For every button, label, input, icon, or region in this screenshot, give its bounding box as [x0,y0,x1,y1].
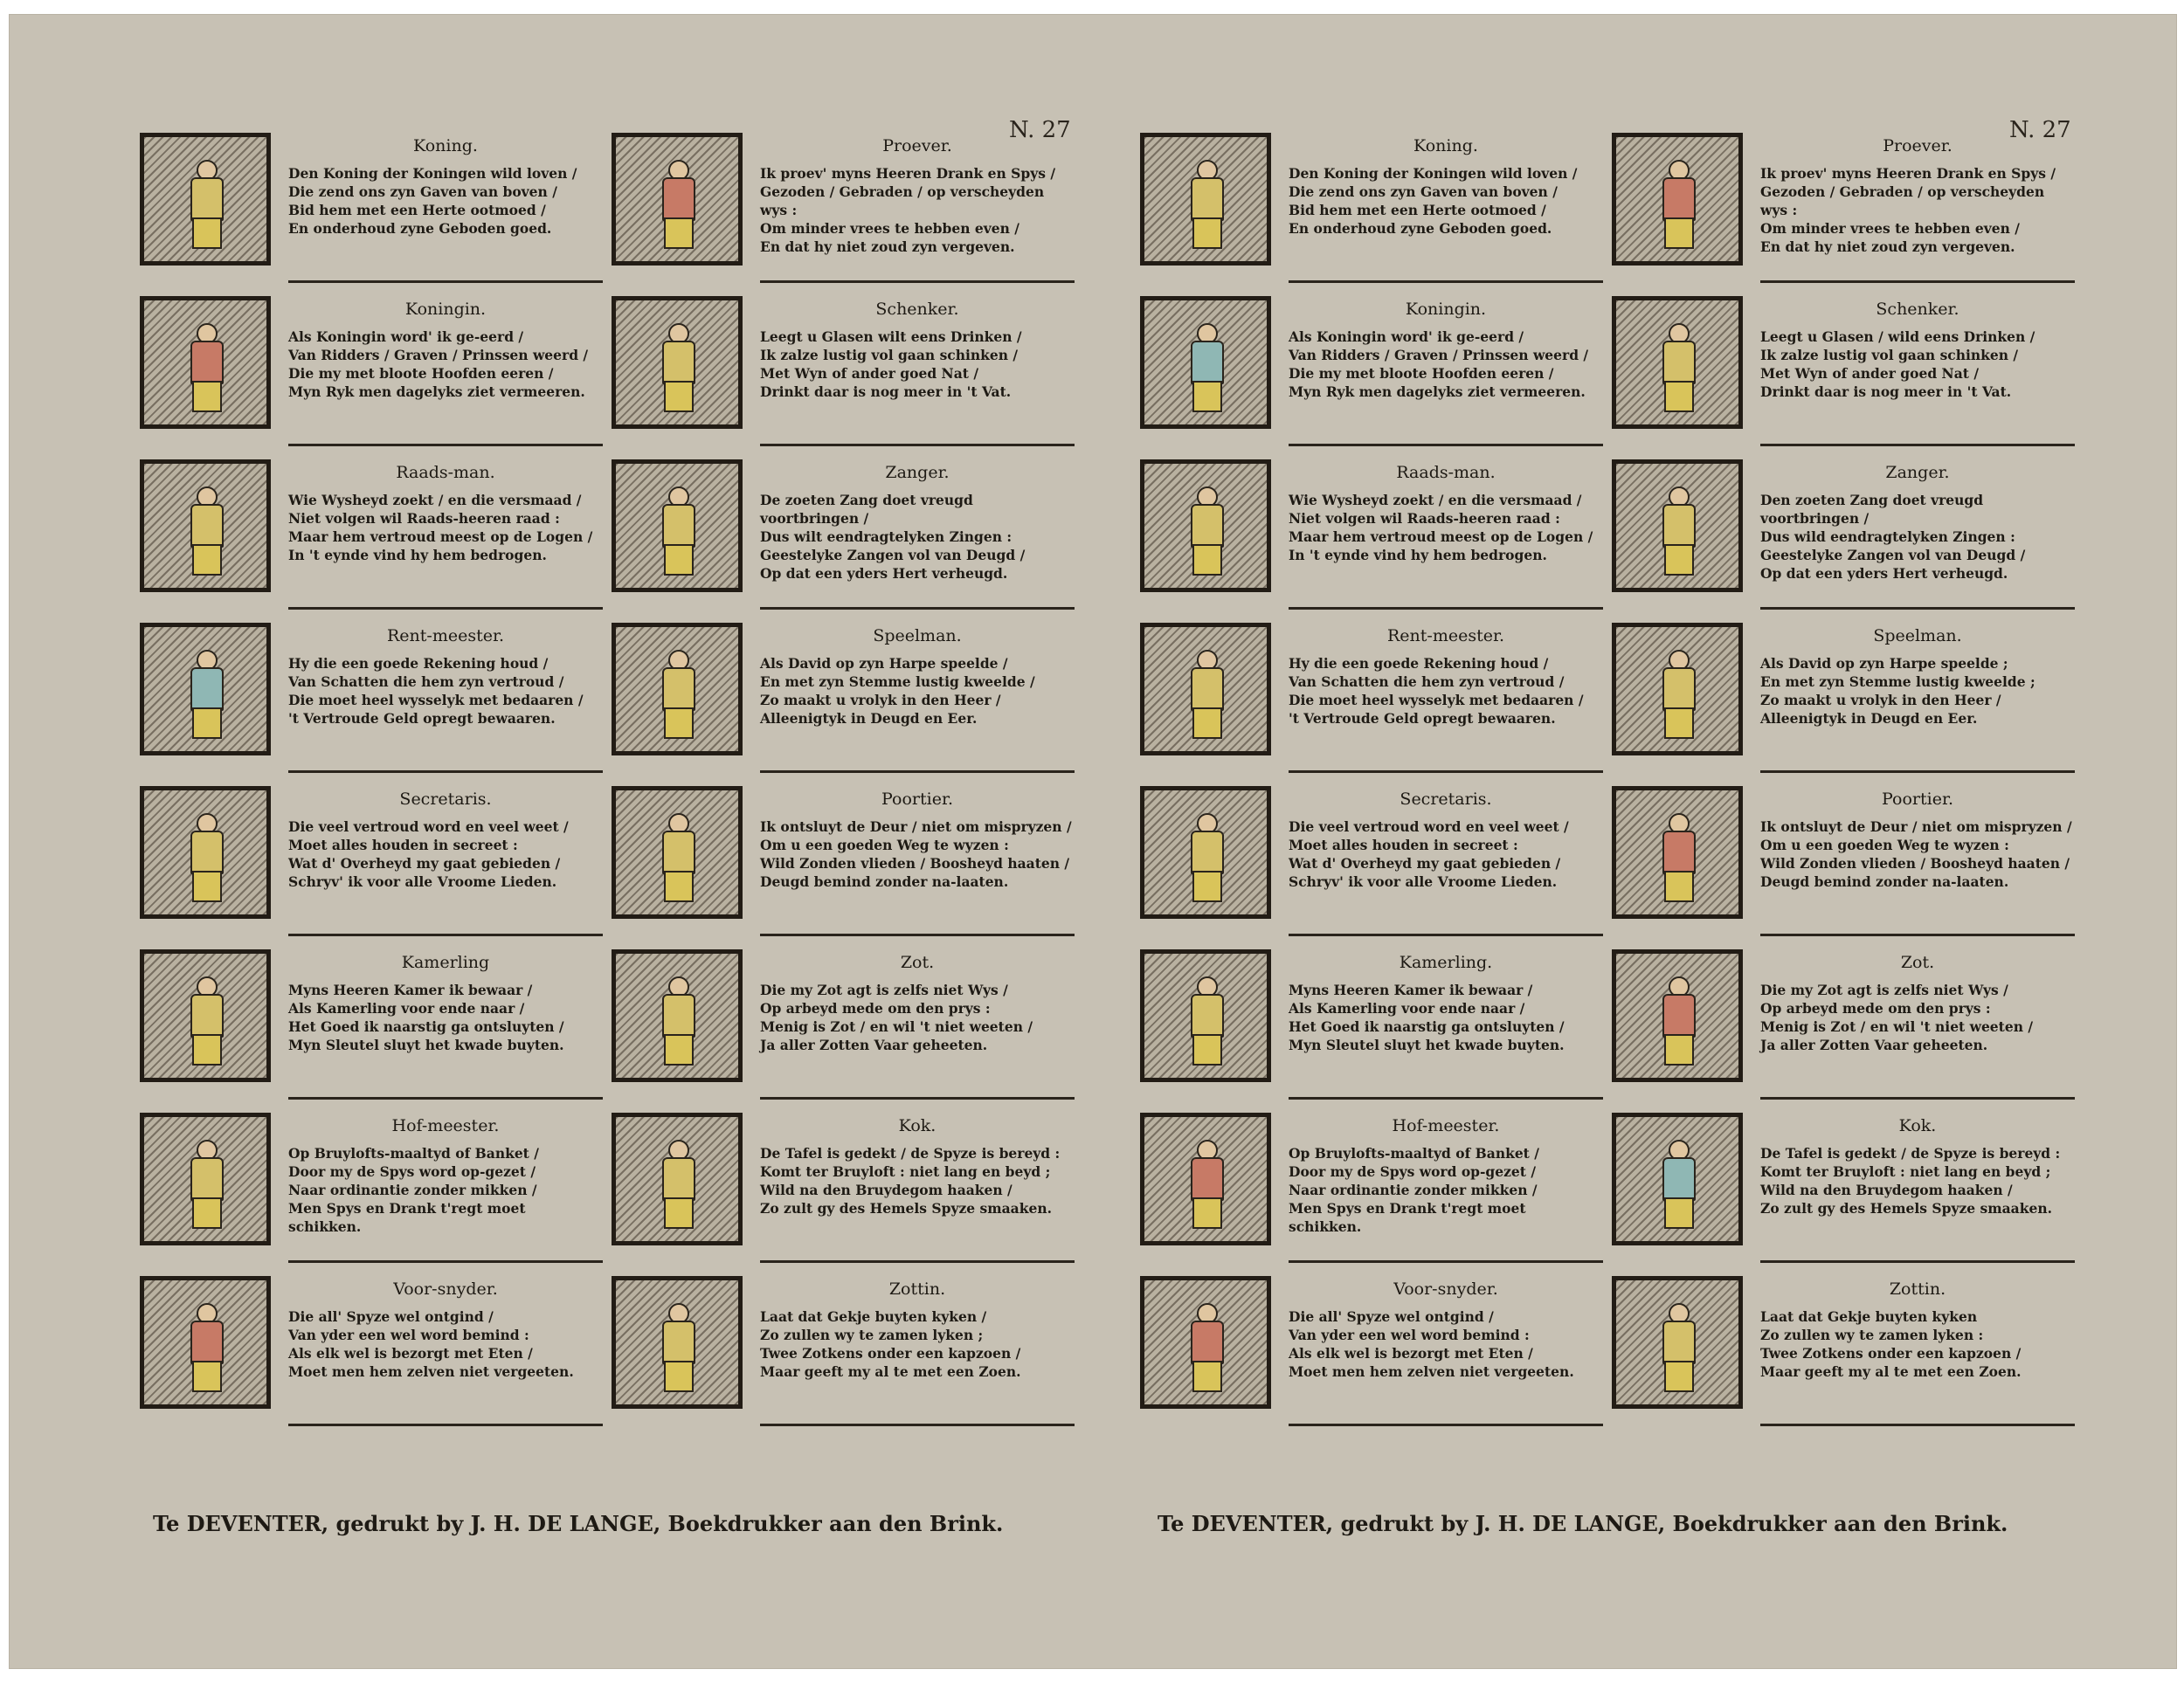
print-cell [1612,452,2075,616]
print-cell [1612,1106,2075,1269]
print-cell [612,126,1075,289]
woodcut-image [1140,133,1271,266]
print-cell [1140,126,1603,289]
cell-verse: De Tafel is gedekt / de Spyze is bereyd : Komt ter Bruyloft : niet lang en beyd ; Wild na den Bruydegom haaken / Zo zult gy des Hemels Spyze smaaken. [1760,1145,2061,1217]
cell-title: Proever. [1883,136,1952,155]
cell-verse: Leegt u Glasen / wild eens Drinken / Ik zalze lustig vol gaan schinken / Met Wyn of ander goed Nat / Drinkt daar is nog meer in 't Vat. [1760,328,2035,400]
page-number-right: N. 27 [2009,117,2071,143]
print-cell [140,452,603,616]
print-cell [612,1269,1075,1432]
figure-icon [1657,323,1697,410]
cell-title: Kok. [1898,1116,1937,1135]
print-cell [1612,942,2075,1106]
cell-title: Hof-meester. [1392,1116,1500,1135]
woodcut-image [140,296,271,429]
woodcut-image [1140,949,1271,1082]
cell-verse: Als Koningin word' ik ge-eerd / Van Ridders / Graven / Prinssen weerd / Die my met bloote Hoofden eeren / Myn Ryk men dagelyks ziet vermeeren. [1289,328,1589,400]
cell-verse: Den Koning der Koningen wild loven / Die zend ons zyn Gaven van boven / Bid hem met een Herte ootmoed / En onderhoud zyne Geboden goed. [1289,165,1578,237]
figure-icon [657,160,697,247]
print-cell [612,616,1075,779]
woodcut-image [1612,786,1743,919]
print-cell [140,616,603,779]
cell-verse: Die my Zot agt is zelfs niet Wys / Op arbeyd mede om den prys : Menig is Zot / en wil 't niet weeten / Ja aller Zotten Vaar geheeten. [760,982,1033,1053]
cell-verse: De Tafel is gedekt / de Spyze is bereyd : Komt ter Bruyloft : niet lang en beyd ; Wild na den Bruydegom haaken / Zo zult gy des Hemels Spyze smaaken. [760,1145,1061,1217]
figure-icon [657,323,697,410]
figure-icon [1657,650,1697,737]
print-cell [140,289,603,452]
cell-verse: Die veel vertroud word en veel weet / Moet alles houden in secreet : Wat d' Overheyd my gaat gebieden / Schryv' ik voor alle Vroome Lieden. [288,818,569,890]
cell-title: Koningin. [404,300,487,319]
cell-title: Raads-man. [1396,463,1496,482]
cell-verse: Ik ontsluyt de Deur / niet om mispryzen / Om u een goeden Weg te wyzen : Wild Zonden vlieden / Boosheyd haaten / Deugd bemind zonder na-laaten. [1760,818,2072,890]
cell-title: Koning. [413,136,478,155]
figure-icon [1185,1303,1226,1390]
cell-verse: Wie Wysheyd zoekt / en die versmaad / Niet volgen wil Raads-heeren raad : Maar hem vertroud meest op de Logen / In 't eynde vind hy hem bedrogen. [1289,492,1593,563]
woodcut-image [1612,1113,1743,1245]
woodcut-image [1612,459,1743,592]
woodcut-image [1140,459,1271,592]
cell-verse: Ik ontsluyt de Deur / niet om mispryzen / Om u een goeden Weg te wyzen : Wild Zonden vlieden / Boosheyd haaten / Deugd bemind zonder na-laaten. [760,818,1072,890]
figure-icon [657,486,697,574]
cell-verse: Als David op zyn Harpe speelde ; En met zyn Stemme lustig kweelde ; Zo maakt u vrolyk in den Heer / Alleenigtyk in Deugd en Eer. [1760,655,2035,727]
cell-title: Schenker. [1876,300,1959,319]
figure-icon [1185,323,1226,410]
cell-verse: Den Koning der Koningen wild loven / Die zend ons zyn Gaven van boven / Bid hem met een Herte ootmoed / En onderhoud zyne Geboden goed. [288,165,577,237]
figure-icon [1657,813,1697,900]
cell-title: Zot. [1900,953,1935,972]
print-cell [1140,1269,1603,1432]
cell-verse: Ik proev' myns Heeren Drank en Spys / Gezoden / Gebraden / op verscheyden wys : Om minder vrees te hebben even / En dat hy niet zoud zyn vergeven. [1760,165,2056,255]
woodcut-image [140,459,271,592]
figure-icon [1657,486,1697,574]
figure-icon [185,976,225,1064]
figure-icon [185,160,225,247]
woodcut-image [1140,296,1271,429]
figure-icon [1185,976,1226,1064]
cell-title: Schenker. [875,300,959,319]
imprint-right: Te DEVENTER, gedrukt by J. H. DE LANGE, Boekdrukker aan den Brink. [1158,1511,2008,1536]
print-cell [1140,289,1603,452]
cell-verse: Leegt u Glasen wilt eens Drinken / Ik zalze lustig vol gaan schinken / Met Wyn of ander goed Nat / Drinkt daar is nog meer in 't Vat. [760,328,1022,400]
figure-icon [1657,1303,1697,1390]
cell-verse: Op Bruylofts-maaltyd of Banket / Door my de Spys word op-gezet / Naar ordinantie zonder mikken / Men Spys en Drank t'regt moet schikken. [288,1145,539,1235]
cell-title: Kok. [898,1116,936,1135]
cell-title: Secretaris. [1400,790,1492,809]
cell-title: Secretaris. [399,790,492,809]
cell-verse: Die all' Spyze wel ontgind / Van yder een wel word bemind : Als elk wel is bezorgt met Eten / Moet men hem zelven niet vergeeten. [288,1308,574,1380]
woodcut-image [612,786,743,919]
woodcut-image [1140,623,1271,755]
woodcut-image [612,133,743,266]
cell-title: Speelman. [1873,626,1962,645]
woodcut-image [140,1276,271,1409]
cell-title: Zottin. [888,1279,946,1299]
woodcut-image [612,459,743,592]
cell-title: Poortier. [1882,790,1953,809]
cell-title: Zanger. [1885,463,1950,482]
card-grid-left [140,126,1075,1432]
cell-verse: Laat dat Gekje buyten kyken Zo zullen wy te zamen lyken : Twee Zotkens onder een kapzoen / Maar geeft my al te met een Zoen. [1760,1308,2022,1380]
cell-title: Poortier. [881,790,953,809]
figure-icon [185,650,225,737]
cell-title: Voor-snyder. [393,1279,498,1299]
woodcut-image [1612,1276,1743,1409]
cell-title: Voor-snyder. [1393,1279,1498,1299]
print-cell [140,779,603,942]
print-cell [612,289,1075,452]
figure-icon [657,813,697,900]
print-cell [612,779,1075,942]
figure-icon [1185,1140,1226,1227]
woodcut-image [612,623,743,755]
woodcut-image [140,623,271,755]
figure-icon [1185,813,1226,900]
figure-icon [185,1303,225,1390]
figure-icon [185,1140,225,1227]
woodcut-image [140,1113,271,1245]
woodcut-image [612,1276,743,1409]
print-cell [1612,779,2075,942]
figure-icon [1657,976,1697,1064]
print-cell [612,1106,1075,1269]
cell-verse: Den zoeten Zang doet vreugd voortbringen / Dus wild eendragtelyken Zingen : Geestelyke Zangen vol van Deugd / Op dat een yders Hert verheugd. [1760,492,2026,582]
cell-verse: Die veel vertroud word en veel weet / Moet alles houden in secreet : Wat d' Overheyd my gaat gebieden / Schryv' ik voor alle Vroome Lieden. [1289,818,1569,890]
cell-verse: Myns Heeren Kamer ik bewaar / Als Kamerling voor ende naar / Het Goed ik naarstig ga ontsluyten / Myn Sleutel sluyt het kwade buyten. [1289,982,1565,1053]
imprint-left: Te DEVENTER, gedrukt by J. H. DE LANGE, Boekdrukker aan den Brink. [153,1511,1004,1536]
cell-verse: Als David op zyn Harpe speelde / En met zyn Stemme lustig kweelde / Zo maakt u vrolyk in den Heer / Alleenigtyk in Deugd en Eer. [760,655,1035,727]
cell-title: Zanger. [885,463,950,482]
figure-icon [1657,160,1697,247]
cell-title: Speelman. [873,626,962,645]
print-cell [1612,1269,2075,1432]
print-cell [140,1106,603,1269]
figure-icon [657,650,697,737]
print-cell [1140,452,1603,616]
cell-title: Zottin. [1889,1279,1946,1299]
cell-verse: Myns Heeren Kamer ik bewaar / Als Kamerling voor ende naar / Het Goed ik naarstig ga ontsluyten / Myn Sleutel sluyt het kwade buyten. [288,982,564,1053]
cell-title: Hof-meester. [391,1116,500,1135]
woodcut-image [612,1113,743,1245]
woodcut-image [1612,133,1743,266]
figure-icon [185,813,225,900]
figure-icon [657,1140,697,1227]
cell-verse: Laat dat Gekje buyten kyken / Zo zullen wy te zamen lyken ; Twee Zotkens onder een kapzoen / Maar geeft my al te met een Zoen. [760,1308,1021,1380]
cell-title: Koning. [1413,136,1478,155]
figure-icon [1185,650,1226,737]
right-sheet [1140,126,2075,1432]
print-cell [612,942,1075,1106]
paper-sheet [9,14,2177,1669]
print-cell [1140,1106,1603,1269]
figure-icon [657,976,697,1064]
figure-icon [1185,160,1226,247]
cell-title: Rent-meester. [1386,626,1504,645]
woodcut-image [1140,786,1271,919]
print-cell [140,942,603,1106]
print-cell [1140,779,1603,942]
woodcut-image [140,949,271,1082]
cell-title: Proever. [882,136,952,155]
print-cell [1140,616,1603,779]
figure-icon [1185,486,1226,574]
woodcut-image [1612,623,1743,755]
cell-verse: Wie Wysheyd zoekt / en die versmaad / Niet volgen wil Raads-heeren raad : Maar hem vertroud meest op de Logen / In 't eynde vind hy hem bedrogen. [288,492,593,563]
woodcut-image [1140,1276,1271,1409]
print-cell [1612,289,2075,452]
cell-verse: Hy die een goede Rekening houd / Van Schatten die hem zyn vertroud / Die moet heel wysselyk met bedaaren / 't Vertroude Geld opregt bewaaren. [288,655,584,727]
cell-verse: Ik proev' myns Heeren Drank en Spys / Gezoden / Gebraden / op verscheyden wys : Om minder vrees te hebben even / En dat hy niet zoud zyn vergeven. [760,165,1056,255]
cell-title: Koningin. [1405,300,1487,319]
left-sheet [140,126,1075,1432]
print-cell [140,1269,603,1432]
cell-verse: Die my Zot agt is zelfs niet Wys / Op arbeyd mede om den prys : Menig is Zot / en wil 't niet weeten / Ja aller Zotten Vaar geheeten. [1760,982,2034,1053]
woodcut-image [1612,949,1743,1082]
page-number-left: N. 27 [1009,117,1071,143]
woodcut-image [140,786,271,919]
print-cell [1612,126,2075,289]
figure-icon [185,486,225,574]
woodcut-image [612,949,743,1082]
figure-icon [657,1303,697,1390]
print-cell [1140,942,1603,1106]
cell-title: Kamerling. [1399,953,1493,972]
cell-title: Rent-meester. [386,626,504,645]
cell-title: Kamerling [401,953,490,972]
cell-verse: Die all' Spyze wel ontgind / Van yder een wel word bemind : Als elk wel is bezorgt met Eten / Moet men hem zelven niet vergeeten. [1289,1308,1574,1380]
woodcut-image [1140,1113,1271,1245]
print-cell [1612,616,2075,779]
woodcut-image [140,133,271,266]
print-cell [140,126,603,289]
cell-verse: Hy die een goede Rekening houd / Van Schatten die hem zyn vertroud / Die moet heel wysselyk met bedaaren / 't Vertroude Geld opregt bewaaren. [1289,655,1584,727]
cell-title: Raads-man. [396,463,495,482]
figure-icon [1657,1140,1697,1227]
cell-verse: Op Bruylofts-maaltyd of Banket / Door my de Spys word op-gezet / Naar ordinantie zonder mikken / Men Spys en Drank t'regt moet schikken. [1289,1145,1539,1235]
cell-verse: Als Koningin word' ik ge-eerd / Van Ridders / Graven / Prinssen weerd / Die my met bloote Hoofden eeren / Myn Ryk men dagelyks ziet vermeeren. [288,328,589,400]
card-grid-right [1140,126,2075,1432]
woodcut-image [1612,296,1743,429]
figure-icon [185,323,225,410]
cell-title: Zot. [900,953,935,972]
woodcut-image [612,296,743,429]
print-cell [612,452,1075,616]
cell-verse: De zoeten Zang doet vreugd voortbringen / Dus wilt eendragtelyken Zingen : Geestelyke Zangen vol van Deugd / Op dat een yders Hert verheugd. [760,492,1026,582]
